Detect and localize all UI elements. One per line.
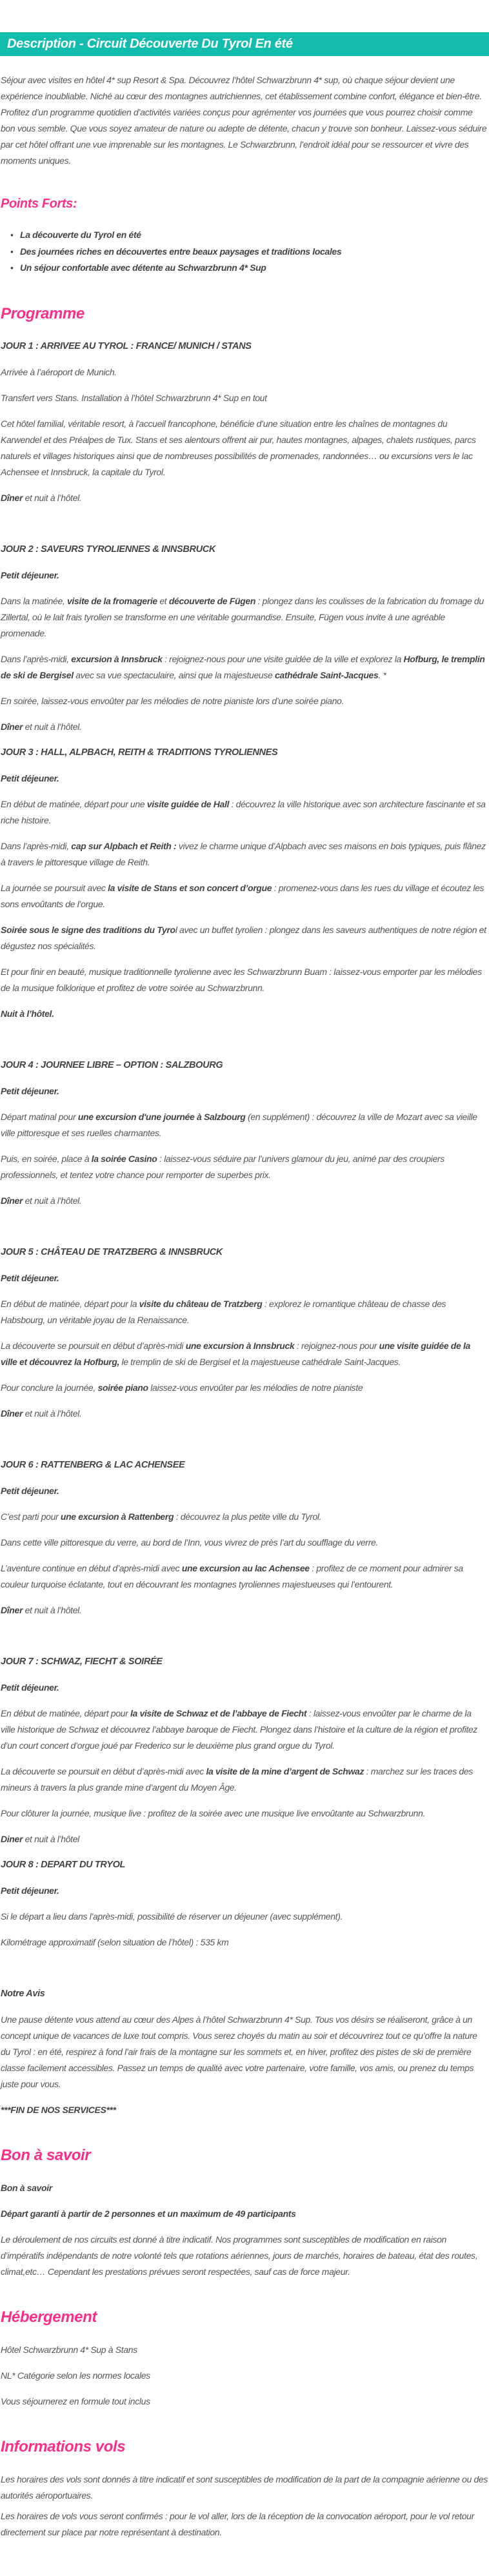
paragraph (1, 2508, 488, 2541)
bold-text-run: une excursion au lac Achensee (181, 1562, 310, 1573)
section-heading-informations-vols: Informations vols (1, 2437, 126, 2455)
bold-text-run: ***FIN DE NOS SERVICES*** (1, 2104, 116, 2115)
paragraph (1, 1109, 488, 1141)
section-heading-points-forts: Points Forts: (1, 197, 77, 211)
paragraph (1, 2472, 488, 2504)
text-run: Pour clôturer la journée, musique live : profitez de la soirée avec une musique live envoûtante au Schwarzbrunn. (1, 1807, 426, 1818)
text-run: : découvrez la ville historique avec son architecture fascinante et sa riche histoire. (1, 798, 486, 825)
text-run: Et pour finir en beauté, musique traditionnelle tyrolienne avec les Schwarzbrunn Buam : laissez-vous emporter par les mélodies de la musique folklorique et profitez de votre soirée au Schwarzbrunn. (1, 966, 482, 993)
paragraph (1, 1483, 488, 1499)
text-run: En début de matinée, départ pour une (1, 798, 147, 809)
text-run: Transfert vers Stans. Installation à l’hôtel Schwarzbrunn 4* Sup en tout (1, 392, 267, 403)
paragraph (1, 2206, 488, 2222)
text-run: et nuit à l’hôtel. (23, 1408, 82, 1419)
text-run: et nuit à l’hôtel. (23, 1195, 82, 1206)
paragraph (1, 2342, 488, 2358)
bold-text-run: Dîner (1, 1604, 23, 1615)
paragraph (1, 1270, 488, 1286)
paragraph (1, 1909, 488, 1925)
text-run: et nuit à l’hôtel. (23, 721, 82, 732)
highlight-item: • Des journées riches en découvertes entre beaux paysages et traditions locales (20, 244, 488, 261)
paragraph (1, 719, 488, 735)
text-run: C’est parti pour (1, 1511, 61, 1522)
paragraph (1, 1535, 488, 1551)
text-run: : laissez-vous séduire par l’univers glamour du jeu, animé par des croupiers professionnels, et tentez votre chance pour remporter de superbes prix. (1, 1153, 444, 1180)
paragraph (1, 1151, 488, 1183)
bold-text-run: Petit déjeuner. (1, 569, 59, 580)
bold-text-run: la soirée Casino (91, 1153, 157, 1164)
paragraph (1, 1706, 488, 1754)
bold-text-run: Dîner (1, 492, 23, 503)
text-run: : plongez dans les coulisses de la fabrication du fromage du Zillertal, où le lait frais tyrolien se transforme en une véritable gourmandise. Ensuite, Fügen vous invite à une agréable promenade. (1, 595, 484, 638)
paragraph (1, 390, 488, 406)
day-heading-jour-6: JOUR 6 : RATTENBERG & LAC ACHENSEE (1, 1459, 185, 1470)
bold-text-run: cap sur Alpbach et Reith : (71, 840, 177, 851)
paragraph (1, 1934, 488, 1951)
bold-text-run: visite de la fromagerie (67, 595, 157, 606)
bold-text-run: une excursion à Innsbruck (185, 1340, 295, 1351)
highlight-item: • Un séjour confortable avec détente au Schwarzbrunn 4* Sup (20, 260, 488, 277)
section-heading-bon-a-savoir: Bon à savoir (1, 2146, 91, 2164)
notre-avis-heading: Notre Avis (1, 1988, 45, 1999)
page-title: Description - Circuit Découverte Du Tyrol En été (7, 37, 293, 51)
section-heading-hebergement: Hébergement (1, 2308, 97, 2326)
highlights-list (1, 227, 488, 277)
paragraph (1, 2368, 488, 2384)
paragraph (1, 796, 488, 829)
text-run: et nuit à l’hôtel. (23, 492, 82, 503)
paragraph (1, 1406, 488, 1422)
text-run: L’aventure continue en début d’après-midi avec (1, 1562, 182, 1573)
text-run: La découverte se poursuit en début d’après-midi avec (1, 1765, 206, 1776)
intro-paragraph (1, 72, 488, 169)
paragraph (1, 2232, 488, 2280)
text-run: : découvrez la plus petite ville du Tyrol. (174, 1511, 322, 1522)
text-run: Dans l’après-midi, (1, 653, 72, 664)
text-run: Dans cette ville pittoresque du verre, au bord de l’Inn, vous vivrez de près l’art du soufflage du verre. (1, 1537, 379, 1548)
paragraph (1, 838, 488, 870)
bold-text-run: cathédrale Saint-Jacques (274, 669, 379, 680)
bold-text-run: Dîner (1, 1195, 23, 1206)
paragraph (1, 771, 488, 787)
text-run: En soirée, laissez-vous envoûter par les mélodies de notre pianiste lors d’une soirée piano. (1, 695, 344, 706)
bold-text-run: Petit déjeuner. (1, 1085, 59, 1096)
text-run: : promenez-vous dans les rues du village et écoutez les sons envoûtants de l’orgue. (1, 882, 484, 909)
bold-text-run: une visite guidée de la ville et découvrez la Hofburg, (1, 1340, 470, 1367)
text-run: et (157, 595, 169, 606)
text-run: : marchez sur les traces des mineurs à travers la plus grande mine d’argent du Moyen Âge. (1, 1765, 473, 1793)
paragraph (1, 880, 488, 912)
bold-text-run: excursion à Innsbruck (71, 653, 163, 664)
text-run: En début de matinée, départ pour la (1, 1298, 139, 1309)
paragraph (1, 651, 488, 683)
text-run: Le déroulement de nos circuits est donné à titre indicatif. Nos programmes sont susceptibles de modification en raison d’impératifs indépendants de notre volonté tels que rotations aériennes, jours de marchés, horaires de bateau, état des routes, climat,etc… Cependant les prestations prévues seront respectées, sauf cas de force majeur. (1, 2234, 478, 2277)
paragraph (1, 964, 488, 996)
text-run: Pour conclure la journée, (1, 1382, 98, 1393)
day-heading-jour-1: JOUR 1 : ARRIVEE AU TYROL : FRANCE/ MUNICH / STANS (1, 340, 252, 351)
bold-text-run: Dîner (1, 1408, 23, 1419)
bold-text-run: Petit déjeuner. (1, 1272, 59, 1283)
text-run: La découverte se poursuit en début d’après-midi (1, 1340, 186, 1351)
text-run: : laissez-vous envoûter par le charme de la ville historique de Schwaz et découvrez l’abbaye baroque de Fiecht. Plongez dans l’histoire et la culture de la région et profitez d’un court concert d’orgue joué par Frederico sur le deuxième plus grand orgue du Tyrol. (1, 1707, 477, 1751)
text-run: Kilométrage approximatif (selon situation de l’hôtel) : 535 km (1, 1936, 229, 1947)
text-run: NL* Catégorie selon les normes locales (1, 2370, 150, 2381)
text-run: le tremplin de ski de Bergisel et la majestueuse cathédrale Saint-Jacques. (119, 1356, 401, 1367)
paragraph (1, 1602, 488, 1618)
bold-text-run: Dîner (1, 721, 23, 732)
text-run: et nuit à l’hôtel (23, 1833, 79, 1844)
text-run: : rejoignez-nous pour (294, 1340, 379, 1351)
paragraph (1, 1509, 488, 1525)
paragraph (1, 416, 488, 480)
day-heading-jour-7: JOUR 7 : SCHWAZ, FIECHT & SOIRÉE (1, 1656, 163, 1667)
paragraph (1, 1560, 488, 1593)
day-heading-jour-5: JOUR 5 : CHÂTEAU DE TRATZBERG & INNSBRUCK (1, 1246, 223, 1257)
bold-text-run: Nuit à l’hôtel. (1, 1008, 54, 1019)
paragraph (1, 2180, 488, 2196)
section-heading-programme: Programme (1, 304, 85, 322)
paragraph (1, 693, 488, 709)
text-run: La journée se poursuit avec (1, 882, 108, 893)
paragraph (1, 1193, 488, 1209)
text-run: vivez le charme unique d’Alpbach avec ses maisons en bois typiques, puis flânez à travers le pittoresque village de Reith. (1, 840, 486, 867)
bold-text-run: visite guidée de Hall (146, 798, 230, 809)
text-run: Les horaires des vols sont donnés à titre indicatif et sont susceptibles de modification de la part de la compagnie aérienne ou des autorités aéroportuaires. (1, 2473, 488, 2501)
paragraph (1, 490, 488, 506)
paragraph (1, 364, 488, 380)
bold-text-run: Hofburg, le tremplin de ski de Bergisel (1, 653, 485, 680)
bold-text-run: découverte de Fügen (168, 595, 256, 606)
text-run: Départ matinal pour (1, 1111, 78, 1122)
text-run: Une pause détente vous attend au cœur des Alpes à l’hôtel Schwarzbrunn 4* Sup. Tous vos désirs se réaliseront, grâce à un concept unique de vacances de luxe tout compris. Vous serez choyés du matin au soir et découvrirez tout ce qu’offre la nature du Tyrol : en été, respirez à fond l’air frais de la montagne sur les sommets et, en hiver, profitez des pistes de ski de première classe facilement accessibles. Passez un temps de qualité avec votre partenaire, votre famille, vos amis, ou prenez du temps juste pour vous. (1, 2014, 477, 2089)
bold-text-run: Petit déjeuner. (1, 1682, 59, 1693)
text-run: Vous séjournerez en formule tout inclus (1, 2395, 150, 2406)
bold-text-run: la visite de Stans et son concert d’orgue (108, 882, 272, 893)
bold-text-run: soirée piano (97, 1382, 148, 1393)
text-run: laissez-vous envoûter par les mélodies de notre pianiste (148, 1382, 363, 1393)
text-run: Séjour avec visites en hôtel 4* sup Resort & Spa. Découvrez l’hôtel Schwarzbrunn 4* sup, où chaque séjour devient une expérience inoubliable. Niché au cœur des montagnes autrichiennes, cet établissement combine confort, élégance et bien-être. Profitez d’un programme quotidien d’activités variées conçus pour agrémenter vos journées que vous pourrez choisir comme bon vous semble. Que vous soyez amateur de nature ou adepte de détente, chacun y trouve son bonheur. Laissez-vous séduire par cet hôtel offrant une vue imprenable sur les montagnes. Le Schwarzbrunn, l’endroit idéal pour se ressourcer et vivre des moments uniques. (1, 75, 487, 166)
text-run: Hôtel Schwarzbrunn 4* Sup à Stans (1, 2344, 137, 2355)
text-run: Puis, en soirée, place à (1, 1153, 92, 1164)
text-run: Les horaires de vols vous seront confirmés : pour le vol aller, lors de la réception de la convocation aéroport, pour le vol retour directement sur place par notre représentant à destination. (1, 2510, 474, 2537)
bold-text-run: Petit déjeuner. (1, 1885, 59, 1896)
paragraph (1, 1805, 488, 1822)
text-run: Dans l’après-midi, (1, 840, 72, 851)
text-run: (en supplément) : découvrez la ville de Mozart avec sa vieille ville pittoresque et ses ruelles charmantes. (1, 1111, 477, 1138)
bold-text-run: une excursion d'une journée à Salzbourg (77, 1111, 246, 1122)
text-run: Si le départ a lieu dans l’après-midi, possibilité de réserver un déjeuner (avec supplément). (1, 1911, 343, 1922)
text-run: avec sa vue spectaculaire, ainsi que la majestueuse (73, 669, 275, 680)
day-heading-jour-8: JOUR 8 : DEPART DU TRYOL (1, 1859, 126, 1870)
bold-text-run: Départ garanti à partir de 2 personnes et un maximum de 49 participants (1, 2208, 296, 2219)
paragraph (1, 2102, 488, 2118)
description-header-bar (0, 32, 489, 56)
text-run: et nuit à l’hôtel. (23, 1604, 82, 1615)
bold-text-run: la visite de Schwaz et de l’abbaye de Fiecht (130, 1707, 307, 1718)
paragraph (1, 1831, 488, 1847)
day-heading-jour-2: JOUR 2 : SAVEURS TYROLIENNES & INNSBRUCK (1, 544, 215, 555)
text-run: : profitez de ce moment pour admirer sa couleur turquoise éclatante, tout en découvrant les montagnes tyroliennes majestueuses qui l’entourent. (1, 1562, 463, 1589)
text-run: : rejoignez-nous pour une visite guidée de la ville et explorez la (162, 653, 404, 664)
bold-text-run: Soirée sous le signe des traditions du Tyro (1, 924, 175, 935)
text-run: En début de matinée, départ pour (1, 1707, 130, 1718)
paragraph (1, 922, 488, 954)
day-heading-jour-4: JOUR 4 : JOURNEE LIBRE – OPTION : SALZBOURG (1, 1059, 223, 1070)
highlight-item: • La découverte du Tyrol en été (20, 227, 488, 244)
text-run: Cet hôtel familial, véritable resort, à l'accueil francophone, bénéficie d’une situation entre les chaînes de montagnes du Karwendel et des Préalpes de Tux. Stans et ses alentours offrent air pur, hautes montagnes, alpages, chalets rustiques, parcs naturels et villages historiques ainsi que de nombreuses possibilités de promenades, randonnées… ou excursions vers le lac Achensee et Innsbruck, la capitale du Tyrol. (1, 418, 476, 477)
text-run: Dans la matinée, (1, 595, 67, 606)
itinerary-document (0, 56, 489, 2576)
day-heading-jour-3: JOUR 3 : HALL, ALPBACH, REITH & TRADITIONS TYROLIENNES (1, 747, 278, 758)
paragraph (1, 2394, 488, 2410)
text-run: . * (378, 669, 386, 680)
paragraph (1, 1680, 488, 1696)
text-run: : explorez le romantique château de chasse des Habsbourg, un véritable joyau de la Renaissance. (1, 1298, 446, 1325)
bold-text-run: la visite de la mine d’argent de Schwaz (206, 1765, 364, 1776)
paragraph (1, 1764, 488, 1796)
paragraph (1, 1006, 488, 1022)
bold-text-run: visite du château de Tratzberg (139, 1298, 263, 1309)
paragraph (1, 593, 488, 642)
paragraph (1, 1883, 488, 1899)
paragraph (1, 1338, 488, 1370)
paragraph (1, 1083, 488, 1099)
bold-text-run: Petit déjeuner. (1, 772, 59, 783)
text-run: l avec un buffet tyrolien : plongez dans les saveurs authentiques de notre région et dégustez nos spécialités. (1, 924, 486, 951)
bold-text-run: Bon à savoir (1, 2182, 52, 2193)
paragraph (1, 567, 488, 584)
paragraph (1, 1296, 488, 1328)
bold-text-run: Diner (1, 1833, 23, 1844)
paragraph (1, 2012, 488, 2092)
bold-text-run: Petit déjeuner. (1, 1485, 59, 1496)
paragraph (1, 1380, 488, 1396)
text-run: Arrivée à l’aéroport de Munich. (1, 366, 117, 377)
bold-text-run: une excursion à Rattenberg (60, 1511, 174, 1522)
